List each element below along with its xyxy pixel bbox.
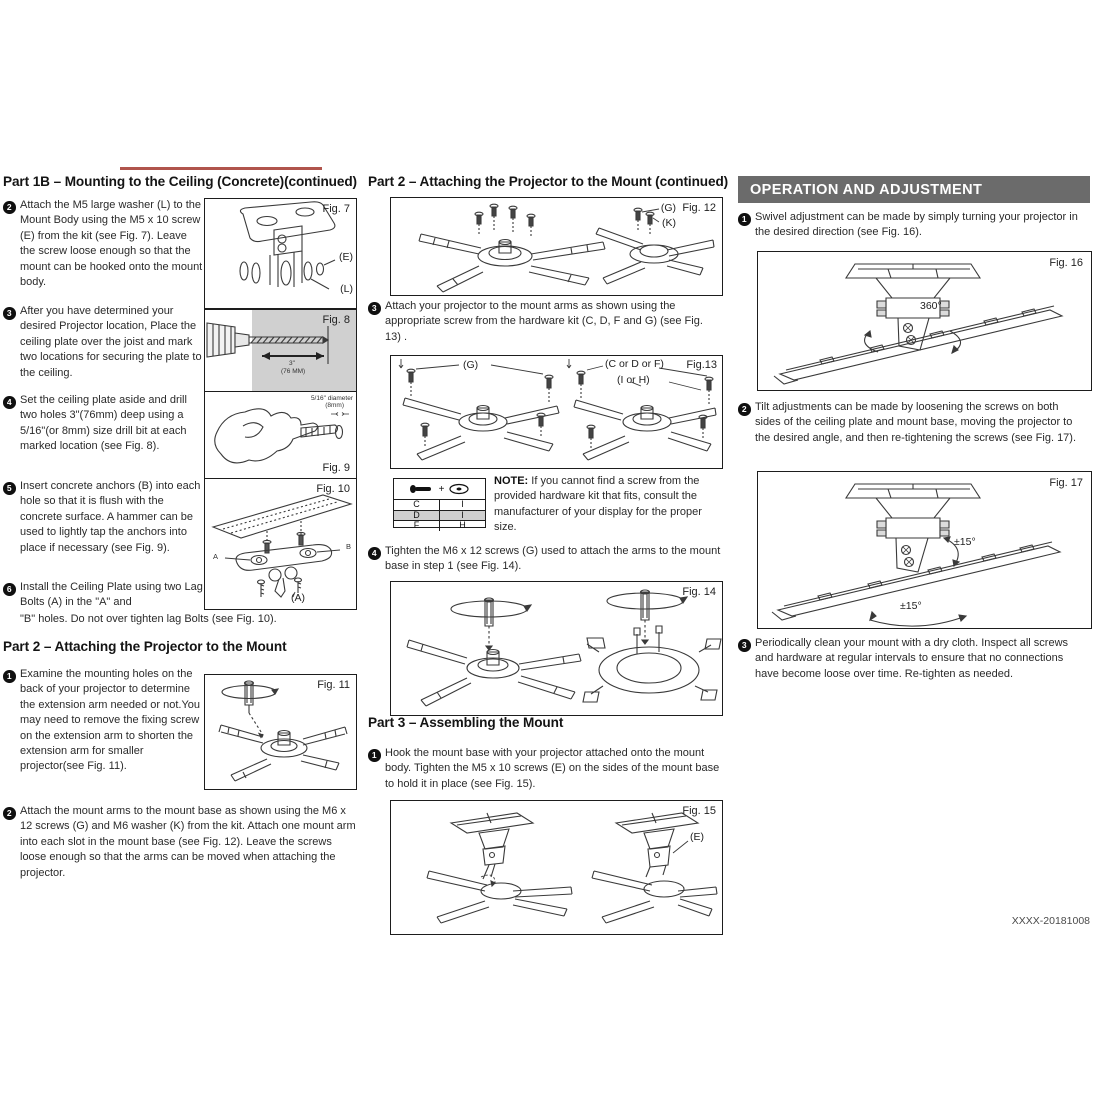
step-number-badge: 1 xyxy=(368,749,381,762)
callout-L: (L) xyxy=(340,283,353,295)
screw-icon xyxy=(409,483,435,495)
step-number-badge: 4 xyxy=(3,396,16,409)
fig15-art xyxy=(391,801,722,934)
step-number-badge: 1 xyxy=(738,213,751,226)
table-row xyxy=(394,521,485,531)
step-number-badge: 6 xyxy=(3,583,16,596)
dimension-3in: 3" xyxy=(289,360,295,367)
figure-label: Fig. 7 xyxy=(322,203,350,215)
screw-washer-table xyxy=(393,478,486,528)
step-number-badge: 1 xyxy=(3,670,16,683)
washer-icon xyxy=(448,483,470,495)
divider-red-line xyxy=(120,167,322,170)
section-title-part1b: Part 1B – Mounting to the Ceiling (Concrete)(continued) xyxy=(3,174,357,189)
section-title-part2: Part 2 – Attaching the Projector to the Mount xyxy=(3,639,287,654)
callout-G: (G) xyxy=(660,202,676,214)
step-text: Hook the mount base with your projector attached onto the mount body. Tighten the M5 x 10 screws (E) on the sides of the mount base to hold it in place (see Fig. 15). xyxy=(385,747,720,790)
callout-A: (A) xyxy=(291,592,305,604)
step-text: Attach your projector to the mount arms as shown using the appropriate screw from the hardware kit (C, D, F and G) (see Fig. 13) . xyxy=(385,300,703,343)
fig13-art xyxy=(391,356,722,468)
step-text: Tighten the M6 x 12 screws (G) used to attach the arms to the mount base in step 1 (see Fig. 14). xyxy=(385,545,721,573)
step-number-badge: 4 xyxy=(368,547,381,560)
step-number-badge: 2 xyxy=(3,201,16,214)
section-header-operation xyxy=(738,176,1090,203)
cell: H xyxy=(459,520,466,530)
anchor-diameter-mm: (8mm) xyxy=(325,402,344,409)
step-text: Periodically clean your mount with a dry cloth. Inspect all screws and hardware at regular intervals to ensure that no connections have become loose over time. Re-tighten as needed. xyxy=(755,637,1069,680)
figure-9 xyxy=(204,391,357,479)
figure-12 xyxy=(390,197,723,296)
step-number-badge: 2 xyxy=(738,403,751,416)
figure-16 xyxy=(757,251,1092,391)
fig10-art xyxy=(205,479,356,609)
note-label: NOTE: xyxy=(494,475,529,487)
angle-tilt-lower: ±15° xyxy=(900,600,922,612)
step-text: Attach the mount arms to the mount base as shown using the M6 x 12 screws (G) and M6 washer (K) from the kit. Attach one mount arm into each slot in the mount base (see Fig. 12). Leave the screws loose enough so that the arms can be moved when attaching the projector. xyxy=(20,805,356,879)
figure-label: Fig. 14 xyxy=(682,586,716,598)
section-header-text: OPERATION AND ADJUSTMENT xyxy=(750,181,983,198)
hole-label-a: A xyxy=(213,552,219,561)
step-number-badge: 3 xyxy=(3,307,16,320)
cell: D xyxy=(394,511,440,521)
cell: C xyxy=(394,500,440,510)
step-number-badge: 5 xyxy=(3,482,16,495)
figure-label: Fig. 15 xyxy=(682,805,716,817)
figure-7 xyxy=(204,198,357,309)
table-row xyxy=(394,511,485,522)
step-text: Attach the M5 large washer (L) to the Mount Body using the M5 x 10 screw (E) from the kit (see Fig. 7). Leave the screw loose enough so that the mount can be hooked onto the mount body. xyxy=(20,199,203,289)
figure-label: Fig.13 xyxy=(686,359,717,371)
step-text: After you have determined your desired Projector location, Place the ceiling plate over the joist and mark two locations for securing the plate to the ceiling. xyxy=(20,305,202,379)
step-text: Install the Ceiling Plate using two Lag Bolts (A) in the "A" and xyxy=(20,581,203,609)
fig16-art xyxy=(758,252,1091,390)
section-title-part2-cont: Part 2 – Attaching the Projector to the Mount (continued) xyxy=(368,174,729,189)
step-text: Tilt adjustments can be made by loosening the screws on both sides of the ceiling plate and mount base, moving the projector to the desired angle, and then re-tightening the screws (see Fig. 17). xyxy=(755,401,1077,444)
callout-K: (K) xyxy=(662,217,676,229)
step-number-badge: 3 xyxy=(368,302,381,315)
figure-label: Fig. 9 xyxy=(322,462,350,474)
step-text-continued: "B" holes. Do not over tighten lag Bolts (see Fig. 10). xyxy=(20,613,277,625)
figure-17 xyxy=(757,471,1092,629)
callout-G: (G) xyxy=(463,359,479,371)
callout-E: (E) xyxy=(339,251,353,263)
step-number-badge: 2 xyxy=(3,807,16,820)
step-text: Examine the mounting holes on the back of your projector to determine the extension arm needed or not.You may need to remove the fixing screw on the extension arm to shorten the extension arm for smaller projector(see Fig. 11). xyxy=(20,668,201,773)
callout-E: (E) xyxy=(690,831,704,843)
figure-13 xyxy=(390,355,723,469)
callout-CDF: (C or D or F) xyxy=(605,358,664,370)
step-text: Set the ceiling plate aside and drill two holes 3"(76mm) deep using a 5/16"(or 8mm) size drill bit at each marked location (see Fig. 8). xyxy=(20,394,187,453)
cell: F xyxy=(394,521,440,531)
angle-tilt-upper: ±15° xyxy=(954,536,976,548)
figure-label: Fig. 11 xyxy=(317,679,350,691)
cell: I xyxy=(461,509,464,520)
step-number-badge: 3 xyxy=(738,639,751,652)
figure-8 xyxy=(204,309,357,392)
figure-15 xyxy=(390,800,723,935)
fig17-art xyxy=(758,472,1091,628)
screw-washer-icons xyxy=(394,479,485,500)
step-text: Insert concrete anchors (B) into each hole so that it is flush with the concrete surface. A hammer can be used to lightly tap the anchors into place if necessary (see Fig. 9). xyxy=(20,480,201,554)
note-body: If you cannot find a screw from the provided hardware kit that fits, consult the manufacturer of your display for the proper size. xyxy=(494,475,702,534)
angle-360: 360° xyxy=(920,300,942,312)
fig14-art xyxy=(391,582,722,715)
figure-label: Fig. 17 xyxy=(1049,477,1083,489)
table-row xyxy=(394,500,485,511)
figure-label: Fig. 8 xyxy=(322,314,350,326)
fig11-art xyxy=(205,675,356,789)
figure-label: Fig. 16 xyxy=(1049,257,1083,269)
figure-10 xyxy=(204,478,357,610)
section-title-part3: Part 3 – Assembling the Mount xyxy=(368,715,564,730)
note-text xyxy=(494,474,722,536)
plus-sign: + xyxy=(438,483,445,495)
figure-label: Fig. 12 xyxy=(682,202,716,214)
cell: I xyxy=(461,499,464,509)
figure-11 xyxy=(204,674,357,790)
fig7-art xyxy=(205,199,356,308)
step-text: Swivel adjustment can be made by simply turning your projector in the desired direction (see Fig. 16). xyxy=(755,211,1078,239)
callout-IH: (I or H) xyxy=(617,374,650,386)
document-number: XXXX-20181008 xyxy=(1011,915,1090,927)
anchor-diameter-note: 5/16" diameter xyxy=(310,395,353,402)
dimension-76mm: (76 MM) xyxy=(281,368,306,375)
figure-label: Fig. 10 xyxy=(316,483,350,495)
figure-14 xyxy=(390,581,723,716)
hole-label-b: B xyxy=(345,542,351,551)
